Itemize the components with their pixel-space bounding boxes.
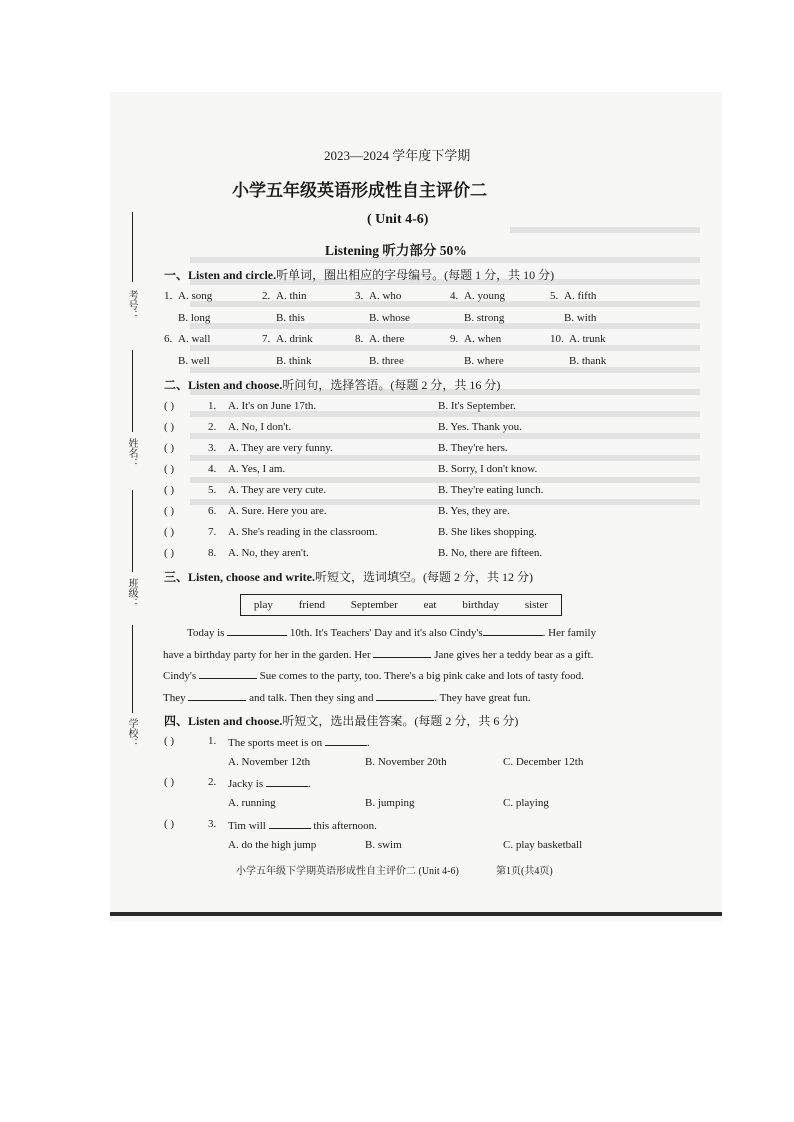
- cloze-line: Today is 10th. It's Teachers' Day and it's also Cindy's . Her family: [187, 627, 597, 639]
- answer-paren[interactable]: ( ): [164, 547, 175, 559]
- question-stem-end: .: [307, 778, 311, 790]
- question-number: 2.: [262, 290, 271, 302]
- section-1-instruction: 听单词，圈出相应的字母编号。(每题 1 分，共 10 分): [276, 268, 555, 282]
- option-a[interactable]: A. It's on June 17th.: [228, 400, 317, 412]
- section-4-instruction: 听短文，选出最佳答案。(每题 2 分，共 6 分): [282, 714, 519, 728]
- fill-blank-3[interactable]: [373, 647, 431, 658]
- option-a[interactable]: A. They are very funny.: [228, 442, 333, 454]
- option-a[interactable]: A. November 12th: [228, 756, 311, 768]
- word-bank: [240, 594, 562, 616]
- listening-part-heading: Listening 听力部分 50%: [325, 243, 467, 258]
- option-b[interactable]: B. Yes. Thank you.: [438, 421, 522, 433]
- question-stem-end: this afternoon.: [310, 820, 377, 832]
- answer-paren[interactable]: ( ): [164, 526, 175, 538]
- question-number: 6.: [164, 333, 173, 345]
- section-2-heading: [164, 376, 500, 393]
- section-2-title: 二、Listen and choose.: [164, 378, 283, 392]
- cloze-line: have a birthday party for her in the garden. Her Jane gives her a teddy bear as a gift.: [163, 648, 594, 661]
- option-a[interactable]: A. wall: [178, 333, 211, 345]
- answer-paren[interactable]: ( ): [164, 421, 175, 433]
- question-stem: Tim will: [228, 820, 269, 832]
- section-3-heading: [164, 568, 533, 585]
- word-bank-item: eat: [423, 599, 437, 611]
- question-text: [228, 818, 377, 832]
- answer-paren[interactable]: ( ): [164, 442, 175, 454]
- word-bank-item: friend: [298, 599, 325, 611]
- option-a[interactable]: A. young: [464, 290, 505, 302]
- option-c[interactable]: C. December 12th: [503, 756, 584, 768]
- question-stem: Jacky is: [228, 778, 266, 790]
- footer-page-number: 第1页(共4页): [496, 866, 553, 877]
- exam-title: 小学五年级英语形成性自主评价二: [232, 181, 487, 201]
- option-a[interactable]: A. fifth: [564, 290, 597, 302]
- question-number: 10.: [550, 333, 564, 345]
- option-a[interactable]: A. running: [228, 797, 276, 809]
- option-b[interactable]: B. It's September.: [438, 400, 516, 412]
- question-number: 1.: [164, 290, 173, 302]
- cloze-line: They and talk. Then they sing and . They have great fun.: [163, 691, 531, 704]
- option-a[interactable]: A. They are very cute.: [228, 484, 327, 496]
- question-number: 3.: [355, 290, 364, 302]
- question-text: [228, 776, 311, 790]
- option-a[interactable]: A. thin: [276, 290, 307, 302]
- option-c[interactable]: C. playing: [503, 797, 549, 809]
- school-year: 2023—2024 学年度下学期: [324, 148, 471, 163]
- answer-paren[interactable]: ( ): [164, 463, 175, 475]
- cloze-line: Cindy's Sue comes to the party, too. There's a big pink cake and lots of tasty food.: [163, 670, 584, 682]
- side-line-school: [132, 625, 133, 713]
- question-number: 4.: [450, 290, 459, 302]
- section-3-title: 三、Listen, choose and write.: [164, 570, 315, 584]
- fill-blank-5[interactable]: [188, 690, 246, 701]
- word-bank-item: birthday: [462, 599, 499, 611]
- word-bank-item: September: [350, 599, 398, 611]
- fill-blank-4[interactable]: [199, 668, 257, 679]
- footer-title: 小学五年级下学期英语形成性自主评价二 (Unit 4-6): [236, 866, 459, 877]
- answer-blank[interactable]: [266, 776, 308, 787]
- question-text: [228, 735, 370, 749]
- option-b[interactable]: B. swim: [365, 839, 402, 851]
- option-b[interactable]: B. where: [464, 355, 504, 367]
- option-a[interactable]: A. No, they aren't.: [228, 547, 309, 559]
- question-number: 2.: [208, 776, 217, 788]
- option-b[interactable]: B. No, there are fifteen.: [438, 547, 543, 559]
- answer-paren[interactable]: ( ): [164, 505, 175, 517]
- side-line-exam-no: [132, 212, 133, 282]
- side-label-class: 班级：: [126, 578, 137, 608]
- option-b[interactable]: B. three: [369, 355, 404, 367]
- option-a[interactable]: A. She's reading in the classroom.: [228, 526, 378, 538]
- section-4-heading: [164, 712, 518, 729]
- option-a[interactable]: A. Sure. Here you are.: [228, 505, 327, 517]
- option-b[interactable]: B. strong: [464, 312, 505, 324]
- question-number: 8.: [208, 547, 217, 559]
- section-4-title: 四、Listen and choose.: [164, 714, 283, 728]
- option-b[interactable]: B. She likes shopping.: [438, 526, 537, 538]
- option-b[interactable]: B. Sorry, I don't know.: [438, 463, 538, 475]
- section-2-instruction: 听问句，选择答语。(每题 2 分，共 16 分): [282, 378, 501, 392]
- question-stem-end: .: [366, 737, 370, 749]
- option-b[interactable]: B. November 20th: [365, 756, 447, 768]
- cloze-passage: [163, 623, 603, 709]
- option-a[interactable]: A. there: [369, 333, 405, 345]
- answer-paren[interactable]: ( ): [164, 818, 175, 830]
- side-line-class: [132, 490, 133, 572]
- option-b[interactable]: B. with: [564, 312, 597, 324]
- question-number: 9.: [450, 333, 459, 345]
- question-number: 2.: [208, 421, 217, 433]
- option-a[interactable]: A. do the high jump: [228, 839, 317, 851]
- answer-paren[interactable]: ( ): [164, 400, 175, 412]
- question-number: 5.: [550, 290, 559, 302]
- option-b[interactable]: B. whose: [369, 312, 410, 324]
- option-a[interactable]: A. trunk: [569, 333, 606, 345]
- word-bank-item: play: [253, 599, 273, 611]
- question-stem: The sports meet is on: [228, 737, 325, 749]
- word-bank-item: sister: [524, 599, 549, 611]
- side-line-name: [132, 350, 133, 432]
- section-1-heading: [164, 266, 554, 283]
- question-number: 7.: [262, 333, 271, 345]
- option-a[interactable]: A. No, I don't.: [228, 421, 292, 433]
- option-b[interactable]: B. thank: [569, 355, 607, 367]
- section-1-title: 一、Listen and circle.: [164, 268, 277, 282]
- option-a[interactable]: A. who: [369, 290, 402, 302]
- question-number: 1.: [208, 735, 217, 747]
- section-3-instruction: 听短文，选词填空。(每题 2 分，共 12 分): [315, 570, 533, 584]
- option-b[interactable]: B. jumping: [365, 797, 415, 809]
- answer-paren[interactable]: ( ): [164, 735, 175, 747]
- fill-blank-6[interactable]: [376, 690, 434, 701]
- option-b[interactable]: B. They're eating lunch.: [438, 484, 544, 496]
- option-b[interactable]: B. think: [276, 355, 312, 367]
- answer-blank[interactable]: [325, 735, 367, 746]
- option-a[interactable]: A. when: [464, 333, 502, 345]
- fill-blank-1[interactable]: [227, 625, 287, 636]
- question-number: 7.: [208, 526, 217, 538]
- unit-range: ( Unit 4-6): [367, 212, 429, 227]
- side-label-name: 姓名：: [126, 438, 137, 468]
- question-number: 6.: [208, 505, 217, 517]
- question-number: 4.: [208, 463, 217, 475]
- scan-edge-shadow: [110, 912, 722, 916]
- option-c[interactable]: C. play basketball: [503, 839, 583, 851]
- question-number: 3.: [208, 442, 217, 454]
- option-a[interactable]: A. Yes, I am.: [228, 463, 286, 475]
- question-number: 1.: [208, 400, 217, 412]
- option-b[interactable]: B. They're hers.: [438, 442, 508, 454]
- question-number: 8.: [355, 333, 364, 345]
- answer-paren[interactable]: ( ): [164, 484, 175, 496]
- option-b[interactable]: B. long: [178, 312, 211, 324]
- side-label-exam-no: 考号：: [126, 290, 137, 320]
- option-a[interactable]: A. song: [178, 290, 213, 302]
- fill-blank-2[interactable]: [483, 625, 543, 636]
- answer-blank[interactable]: [269, 818, 311, 829]
- option-a[interactable]: A. drink: [276, 333, 313, 345]
- question-number: 3.: [208, 818, 217, 830]
- option-b[interactable]: B. well: [178, 355, 210, 367]
- question-number: 5.: [208, 484, 217, 496]
- answer-paren[interactable]: ( ): [164, 776, 175, 788]
- option-b[interactable]: B. this: [276, 312, 305, 324]
- option-b[interactable]: B. Yes, they are.: [438, 505, 510, 517]
- side-label-school: 学校：: [126, 718, 137, 748]
